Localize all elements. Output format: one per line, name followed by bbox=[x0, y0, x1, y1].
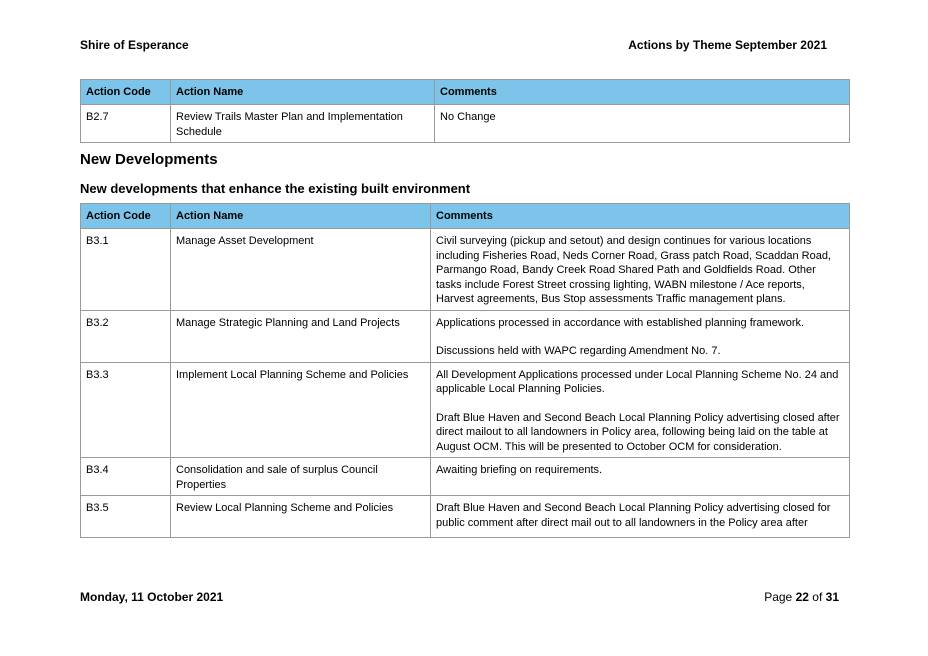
comment-paragraph: Applications processed in accordance with established planning framework. bbox=[436, 316, 805, 329]
footer-date: Monday, 11 October 2021 bbox=[80, 590, 224, 604]
comment-paragraph: No Change bbox=[440, 111, 496, 123]
action-name: Consolidation and sale of surplus Council Properties bbox=[171, 458, 431, 496]
column-header-comments: Comments bbox=[435, 80, 850, 105]
action-comments bbox=[431, 310, 850, 362]
action-code: B3.1 bbox=[81, 229, 171, 311]
comment-paragraph: Draft Blue Haven and Second Beach Local Planning Policy advertising closed after direct mailout to all landowners in Policy area, following being laid on the table at August OCM. This will be presented to October OCM for consideration. bbox=[436, 411, 840, 453]
page-number bbox=[764, 590, 839, 604]
table-row bbox=[81, 105, 850, 143]
actions-table-b2 bbox=[80, 79, 850, 143]
action-comments bbox=[431, 458, 850, 496]
action-code: B3.2 bbox=[81, 310, 171, 362]
comment-paragraph: Discussions held with WAPC regarding Amendment No. 7. bbox=[436, 345, 721, 357]
column-header-name: Action Name bbox=[171, 80, 435, 105]
section-heading: New Developments bbox=[80, 151, 218, 168]
action-comments bbox=[435, 105, 850, 143]
page-current: 22 bbox=[795, 590, 809, 604]
table-header-row bbox=[81, 80, 850, 105]
table-header-row bbox=[81, 204, 850, 229]
column-header-comments: Comments bbox=[431, 204, 850, 229]
table-row bbox=[81, 496, 850, 538]
comment-clip bbox=[436, 501, 844, 534]
action-name: Manage Strategic Planning and Land Projects bbox=[171, 310, 431, 362]
header-org: Shire of Esperance bbox=[80, 38, 189, 52]
action-code: B3.4 bbox=[81, 458, 171, 496]
action-code: B2.7 bbox=[81, 105, 171, 143]
column-header-name: Action Name bbox=[171, 204, 431, 229]
table-row bbox=[81, 310, 850, 362]
page-total: 31 bbox=[825, 590, 839, 604]
action-comments bbox=[431, 496, 850, 538]
comment-paragraph: All Development Applications processed under Local Planning Scheme No. 24 and applicable Local Planning Policies. bbox=[436, 368, 839, 395]
section-subheading: New developments that enhance the existing built environment bbox=[80, 181, 471, 196]
column-header-code: Action Code bbox=[81, 204, 171, 229]
actions-table-b3 bbox=[80, 203, 850, 538]
action-name: Manage Asset Development bbox=[171, 229, 431, 311]
action-name: Review Trails Master Plan and Implementation Schedule bbox=[171, 105, 435, 143]
page-of-label: of bbox=[812, 590, 823, 604]
header-title: Actions by Theme September 2021 bbox=[628, 38, 827, 52]
page-label: Page bbox=[764, 590, 793, 604]
action-code: B3.3 bbox=[81, 362, 171, 458]
comment-paragraph: Draft Blue Haven and Second Beach Local Planning Policy advertising closed for public comment after direct mail out to all landowners in the Policy area after bbox=[436, 502, 831, 529]
table-row bbox=[81, 362, 850, 458]
action-comments bbox=[431, 362, 850, 458]
action-comments bbox=[431, 229, 850, 311]
action-code: B3.5 bbox=[81, 496, 171, 538]
action-name: Review Local Planning Scheme and Policies bbox=[171, 496, 431, 538]
action-name: Implement Local Planning Scheme and Policies bbox=[171, 362, 431, 458]
column-header-code: Action Code bbox=[81, 80, 171, 105]
comment-paragraph: Civil surveying (pickup and setout) and design continues for various locations including Fisheries Road, Neds Corner Road, Grass patch Road, Scaddan Road, Parmango Road, Bandy Creek Road Shared Path and Goldfields Road. Other tasks include Forest Street crossing lighting, WABN milestone / Ace reports, Harvest agreements, Bus Stop assessments Traffic management plans. bbox=[436, 235, 831, 305]
table-row bbox=[81, 229, 850, 311]
table-row bbox=[81, 458, 850, 496]
comment-paragraph: Awaiting briefing on requirements. bbox=[436, 464, 603, 476]
